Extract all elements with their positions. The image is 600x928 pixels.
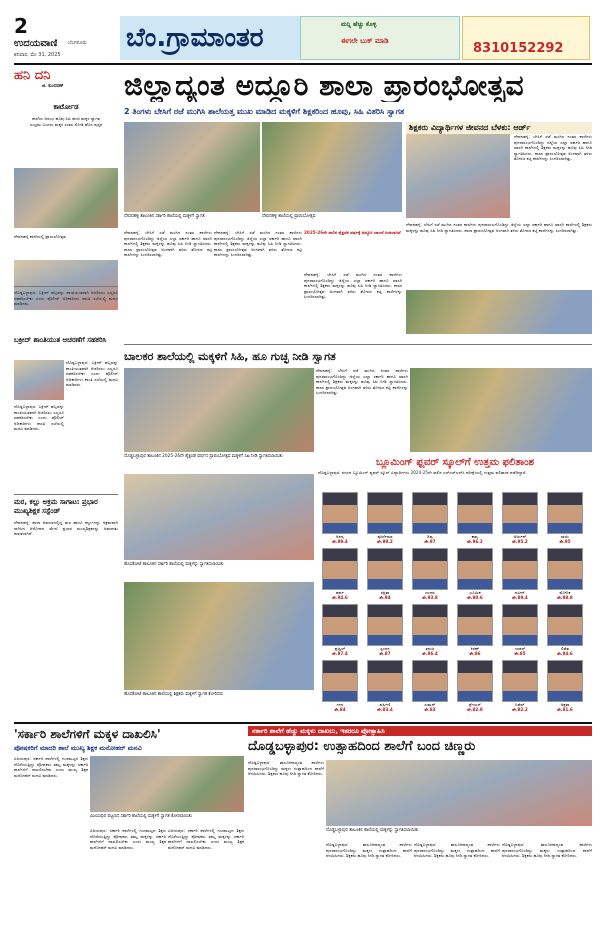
bottom-right-kicker: ಸರ್ಕಾರಿ ಶಾಲೆಗೆ ಹೆಚ್ಚು ಮಕ್ಕಳು ದಾಖಲು, ಇತರರೂ ಪ್ರೋತ್ಸಾಹಿಸಿ [248,726,592,736]
student-photo [502,548,538,590]
bottom-right-body-3: ದೊಡ್ಡಬಳ್ಳಾಪುರ: ತಾಲೂಕಿನಾದ್ಯಂತ ಶಾಲೆಗಳು ಪುನರಾರಂಭಗೊಂಡಿದ್ದು ಮಕ್ಕಳು ಉತ್ಸಾಹದಿಂದ ಶಾಲೆಗೆ ಆಗಮಿಸಿದರು. ಶಿಕ್ಷಕರು ಹೂವು ನೀಡಿ ಸ್ವಾಗತ ಕೋರಿದರು. [414,842,500,859]
student-photo [457,660,493,702]
student-name: ನವೀನ್ [515,590,525,595]
left-story-2-body: ದೇವನಹಳ್ಳಿ: ಶಾಲಾ ಆವರಣದಲ್ಲಿದ್ದ ಮರ ಹಾಗೂ ಕಲ್ಲುಗಳನ್ನು ಅಕ್ರಮವಾಗಿ ಸಾಗಿಸಿದ ಆರೋಪದ ಮೇಲೆ ಪ್ರಭಾರ ಮುಖ್ಯಶಿಕ್ಷಕರನ್ನು ಅಮಾನತು ಮಾಡಲಾಗಿದೆ. [14,520,118,537]
student-photo [502,492,538,534]
student-name: ನಿಖಿಲ್ [515,702,525,707]
student-result [500,660,540,718]
student-score: ಶೇ.87 [379,651,391,656]
student-photo [547,604,583,646]
student-score: ಶೇ.86 [469,651,481,656]
ad-phone: 8310152292 [473,41,564,56]
side-headline: ಶಿಕ್ಷಕರು ವಿದ್ಯಾರ್ಥಿಗಳ ಜೀವನದ ಬೆಳಕು: ಆರ್ಡ್ [406,122,592,134]
student-score: ಶೇ.86.4 [422,651,438,656]
student-name: ಪ್ರಜ್ವಲ್ [334,646,346,651]
student-name: ಮೋನಿಕ [559,590,571,595]
lead-quote: 2025-26ನೇ ಸಾಲಿನ ಶೈಕ್ಷಣಿಕ ವರ್ಷಕ್ಕೆ ಅದ್ದೂರಿ ಚಾಲನೆ ನೀಡಲಾಗಿದೆ [304,230,401,235]
student-score: ಶೇ.98.2 [377,539,393,544]
student-name: ಅಕ್ಷತಾ [560,702,570,707]
student-score: ಶೇ.82.2 [512,707,528,712]
student-name: ಅರ್ಜುನ್ [513,534,527,539]
left-story-2-headline: ಮರ, ಕಲ್ಲು ಅಕ್ರಮ ಸಾಗಾಟ: ಪ್ರಭಾರ ಮುಖ್ಯಶಿಕ್ಷಕ ಸಸ್ಪೆಂಡ್ [14,498,98,515]
student-score: ಶೇ.85 [514,651,526,656]
left-story-1-photo [14,360,64,400]
student-result [455,492,495,550]
page-number: 2 [14,14,28,38]
student-name: ಕಾವ್ಯ [471,534,479,539]
middle-body: ದೇವನಹಳ್ಳಿ: ಬೇಸಿಗೆ ರಜೆ ಮುಗಿದ ನಂತರ ಶಾಲೆಗಳು ಪುನರಾರಂಭಗೊಂಡಿದ್ದು ಜಿಲ್ಲೆಯ ಎಲ್ಲಾ ಸರ್ಕಾರಿ ಹಾಗೂ ಖಾಸಗಿ ಶಾಲೆಗಳಲ್ಲಿ ಶಿಕ್ಷಕರು ಮಕ್ಕಳನ್ನು ಹೂವು ಸಿಹಿ ನೀಡಿ ಸ್ವಾಗತಿಸಿದರು. ಶಾಲಾ ಪ್ರಾರಂಭೋತ್ಸವ ಅಂಗವಾಗಿ ತಳಿರು ತೋರಣ ಕಟ್ಟಿ ಶಾಲೆಗಳನ್ನು ಸಿಂಗರಿಸಲಾಗಿತ್ತು. [316,368,408,396]
divider-bottom [14,722,592,724]
middle-photo-2 [410,368,592,452]
city-label: ಬೆಂಗಳೂರು [68,40,87,46]
bottom-left-photo [90,756,244,812]
left-story-1-body-2: ದೊಡ್ಡಬಳ್ಳಾಪುರ: ಬಕ್ರೀದ್ ಹಬ್ಬವನ್ನು ಶಾಂತಿಯುತವಾಗಿ ಆಚರಿಸಲು ಎಲ್ಲರೂ ಸಹಕರಿಸಬೇಕು ಎಂದು ಪೊಲೀಸ್ ಅಧಿಕಾರಿಗಳು ಶಾಂತಿ ಸಭೆಯಲ್ಲಿ ಮನವಿ ಮಾಡಿದರು. [14,404,64,432]
student-score: ಶೇ.82.8 [467,707,483,712]
student-result [365,492,405,550]
student-score: ಶೇ.83 [424,707,436,712]
student-photo [502,604,538,646]
bottom-right-body-2: ದೊಡ್ಡಬಳ್ಳಾಪುರ: ತಾಲೂಕಿನಾದ್ಯಂತ ಶಾಲೆಗಳು ಪುನರಾರಂಭಗೊಂಡಿದ್ದು ಮಕ್ಕಳು ಉತ್ಸಾಹದಿಂದ ಶಾಲೆಗೆ ಆಗಮಿಸಿದರು. ಶಿಕ್ಷಕರು ಹೂವು ನೀಡಿ ಸ್ವಾಗತ ಕೋರಿದರು. [326,842,412,859]
student-score: ಶೇ.93.8 [422,595,438,600]
student-result [545,548,585,606]
section-title: ಬೆಂ.ಗ್ರಾಮಾಂತರ [126,23,264,53]
ad-1-text: ಮನ್ನಿ ಹೆಚ್ಚು ಕೊಳ್ಳಿ [341,21,377,28]
student-result [500,604,540,662]
results-intro: ದೊಡ್ಡಬಳ್ಳಾಪುರ: ನಗರದ ಬ್ಲೂಮಿಂಗ್ ಫ್ಲವರ್ ಸ್ಕೂಲ್ ವಿದ್ಯಾರ್ಥಿಗಳು 2024-25ನೇ ಸಾಲಿನ ಎಸ್ಎಸ್ಎಲ್‌ಸಿ ಪರೀಕ್ಷೆಯಲ್ಲಿ ಉತ್ತಮ ಫಲಿತಾಂಶ ಪಡೆದಿದ್ದಾರೆ. [318,470,527,475]
lead-headline: ಜಿಲ್ಲಾದ್ಯಂತ ಅದ್ದೂರಿ ಶಾಲಾ ಪ್ರಾರಂಭೋತ್ಸವ [124,70,525,102]
student-result [320,604,360,662]
student-name: ಯಶಸ್ [514,646,526,651]
middle-caption: ದೊಡ್ಡಬಳ್ಳಾಪುರ ತಾಲೂಕಿನ 2025-26ನೇ ಶೈಕ್ಷಣಿಕ ವರ್ಷದ ಪ್ರಾರಂಭೋತ್ಸವ ಮಕ್ಕಳಿಗೆ ಸಿಹಿ ನೀಡಿ ಸ್ವಾಗತಿಸಲಾಯಿತು [124,454,283,459]
student-name: ಅನನ್ಯ [336,534,344,539]
bottom-left-body-3: ವಿಜಯಪುರ: ಸರ್ಕಾರಿ ಶಾಲೆಗಳಲ್ಲಿ ಗುಣಮಟ್ಟದ ಶಿಕ್ಷಣ ದೊರೆಯುತ್ತಿದ್ದು ಪೋಷಕರು ತಮ್ಮ ಮಕ್ಕಳನ್ನು ಸರ್ಕಾರಿ ಶಾಲೆಗಳಿಗೆ ದಾಖಲಿಸಬೇಕು ಎಂದು ಮುಖ್ಯ ಶಿಕ್ಷಕ ಮನೋಹರ್ ಮನವಿ ಮಾಡಿದರು. [168,828,244,850]
cartoon-label: ಕಾರ್ಟೋಡ [53,103,79,111]
column-hani-dani [14,68,118,284]
cartoon-text: ಶಾಲೆಯ ಆರಂಭ ಹೂವು ಸಿಹಿ ಹಂಚಿ ಮಕ್ಕಳ ಸ್ವಾಗತ ಸಂಭ್ರಮ ಬಂದರು ಮಕ್ಕಳ ಸಂತಸ ನೋಡಿ ಹೊಸ ಪುಸ್ತಕ [30,116,102,127]
student-score: ಶೇ.97 [424,539,436,544]
lead-body-col-2: ದೇವನಹಳ್ಳಿ: ಬೇಸಿಗೆ ರಜೆ ಮುಗಿದ ನಂತರ ಶಾಲೆಗಳು ಪುನರಾರಂಭಗೊಂಡಿದ್ದು ಜಿಲ್ಲೆಯ ಎಲ್ಲಾ ಸರ್ಕಾರಿ ಹಾಗೂ ಖಾಸಗಿ ಶಾಲೆಗಳಲ್ಲಿ ಶಿಕ್ಷಕರು ಮಕ್ಕಳನ್ನು ಹೂವು ಸಿಹಿ ನೀಡಿ ಸ್ವಾಗತಿಸಿದರು. ಶಾಲಾ ಪ್ರಾರಂಭೋತ್ಸವ ಅಂಗವಾಗಿ ತಳಿರು ತೋರಣ ಕಟ್ಟಿ ಶಾಲೆಗಳನ್ನು ಸಿಂಗರಿಸಲಾಗಿತ್ತು. [214,230,302,258]
bottom-left-body-1: ವಿಜಯಪುರ: ಸರ್ಕಾರಿ ಶಾಲೆಗಳಲ್ಲಿ ಗುಣಮಟ್ಟದ ಶಿಕ್ಷಣ ದೊರೆಯುತ್ತಿದ್ದು ಪೋಷಕರು ತಮ್ಮ ಮಕ್ಕಳನ್ನು ಸರ್ಕಾರಿ ಶಾಲೆಗಳಿಗೆ ದಾಖಲಿಸಬೇಕು ಎಂದು ಮುಖ್ಯ ಶಿಕ್ಷಕ ಮನೋಹರ್ ಮನವಿ ಮಾಡಿದರು. [14,756,88,778]
left-story-1-headline: ಬಕ್ರೀದ್ ಶಾಂತಿಯುತ ಆಚರಣೆಗೆ ಸಹಕರಿಸಿ [14,336,107,344]
lead-subhead: 2 ತಿಂಗಳು ಬೇಸಿಗೆ ರಜೆ ಮುಗಿಸಿ ಶಾಲೆಯತ್ತ ಮುಖ ಮಾಡಿದ ಮಕ್ಕಳಿಗೆ ಶಿಕ್ಷಕರಿಂದ ಹೂವು, ಸಿಹಿ ವಿತರಿಸಿ ಸ್ವಾಗತ [124,107,405,116]
section-title-box [120,16,300,60]
student-result [455,548,495,606]
student-result [410,492,450,550]
middle-photo-1 [124,368,314,452]
student-name: ಭೂಮಿಕ [469,590,481,595]
lead-caption-2: ದೇವನಹಳ್ಳಿ ಶಾಲೆಯಲ್ಲಿ ಪ್ರಾರಂಭೋತ್ಸವ [262,214,316,219]
student-result [365,548,405,606]
ad-box-2 [462,16,590,60]
student-photo [367,548,403,590]
student-name: ಸ್ಪಂದನ [380,646,390,651]
student-photo [457,548,493,590]
middle-headline: ಬಾಲಕರ ಶಾಲೆಯಲ್ಲಿ ಮಕ್ಕಳಿಗೆ ಸಿಹಿ, ಹೂ ಗುಚ್ಛ ನೀಡಿ ಸ್ವಾಗತ [124,350,336,363]
student-score: ಶೇ.95.2 [512,539,528,544]
student-score: ಶೇ.95 [559,539,571,544]
student-score: ಶೇ.84.6 [557,651,573,656]
divider-lead [124,344,592,345]
student-result [455,604,495,662]
student-score: ಶೇ.94.6 [332,595,348,600]
student-name: ಗಗನ [336,702,344,707]
middle-caption-3: ಹೊಸಕೋಟೆ ತಾಲೂಕಿನ ಶಾಲೆಯಲ್ಲಿ ಶಿಕ್ಷಕರು ಮಕ್ಕಳಿಗೆ ಸ್ವಾಗತ ಕೋರಿದರು [124,692,224,697]
student-photo [412,604,448,646]
student-photo [502,660,538,702]
student-name: ಪೂರ್ಣಿಮಾ [377,534,393,539]
ad-2-text: ಈಗಲೇ ಬುಕ್ ಮಾಡಿ [341,37,389,45]
student-result [365,660,405,718]
side-body-2: ದೇವನಹಳ್ಳಿ: ಬೇಸಿಗೆ ರಜೆ ಮುಗಿದ ನಂತರ ಶಾಲೆಗಳು ಪುನರಾರಂಭಗೊಂಡಿದ್ದು ಜಿಲ್ಲೆಯ ಎಲ್ಲಾ ಸರ್ಕಾರಿ ಹಾಗೂ ಖಾಸಗಿ ಶಾಲೆಗಳಲ್ಲಿ ಶಿಕ್ಷಕರು ಮಕ್ಕಳನ್ನು ಹೂವು ಸಿಹಿ ನೀಡಿ ಸ್ವಾಗತಿಸಿದರು. ಶಾಲಾ ಪ್ರಾರಂಭೋತ್ಸವ ಅಂಗವಾಗಿ ತಳಿರು ತೋರಣ ಕಟ್ಟಿ ಶಾಲೆಗಳನ್ನು ಸಿಂಗರಿಸಲಾಗಿತ್ತು. [406,222,592,233]
student-photo [457,492,493,534]
student-score: ಶೇ.94 [379,595,391,600]
bottom-left-subhead: ಪೋಷಕರಿಗೆ ಮಾದರಿ ಶಾಲೆ ಮುಖ್ಯ ಶಿಕ್ಷಕ ಮನೋಹರ್ ಮನವಿ [14,744,142,752]
student-score: ಶೇ.99.4 [332,539,348,544]
middle-photo-4 [124,582,314,690]
student-result [455,660,495,718]
student-score: ಶೇ.90.6 [467,595,483,600]
bottom-left-headline: 'ಸರ್ಕಾರಿ ಶಾಲೆಗಳಿಗೆ ಮಕ್ಕಳ ದಾಖಲಿಸಿ' [14,727,161,741]
student-photo [547,548,583,590]
student-result [365,604,405,662]
middle-photo-3 [124,474,314,560]
results-headline: ಬ್ಲೂಮಿಂಗ್ ಫ್ಲವರ್ ಸ್ಕೂಲ್‌ಗೆ ಉತ್ತಮ ಫಲಿತಾಂಶ [375,457,535,468]
results-grid [318,492,592,718]
student-name: ರಕ್ಷಿತಾ [380,590,390,595]
student-result [500,548,540,606]
masthead [0,0,600,62]
bottom-right-body-4: ದೊಡ್ಡಬಳ್ಳಾಪುರ: ತಾಲೂಕಿನಾದ್ಯಂತ ಶಾಲೆಗಳು ಪುನರಾರಂಭಗೊಂಡಿದ್ದು ಮಕ್ಕಳು ಉತ್ಸಾಹದಿಂದ ಶಾಲೆಗೆ ಆಗಮಿಸಿದರು. ಶಿಕ್ಷಕರು ಹೂವು ನೀಡಿ ಸ್ವಾಗತ ಕೋರಿದರು. [502,842,592,859]
student-photo [412,660,448,702]
student-result [545,492,585,550]
student-result [545,604,585,662]
column-author: ಜಿ. ಕುಂದರಣ್ [42,84,64,89]
student-name: ದಿವ್ಯ [427,534,433,539]
student-score: ಶೇ.87.4 [332,651,348,656]
student-photo [322,548,358,590]
lead-photo-2 [262,122,402,212]
bottom-right-body-1: ದೊಡ್ಡಬಳ್ಳಾಪುರ: ತಾಲೂಕಿನಾದ್ಯಂತ ಶಾಲೆಗಳು ಪುನರಾರಂಭಗೊಂಡಿದ್ದು ಮಕ್ಕಳು ಉತ್ಸಾಹದಿಂದ ಶಾಲೆಗೆ ಆಗಮಿಸಿದರು. ಶಿಕ್ಷಕರು ಹೂವು ನೀಡಿ ಸ್ವಾಗತ ಕೋರಿದರು. [248,760,324,777]
side-body: ದೇವನಹಳ್ಳಿ: ಬೇಸಿಗೆ ರಜೆ ಮುಗಿದ ನಂತರ ಶಾಲೆಗಳು ಪುನರಾರಂಭಗೊಂಡಿದ್ದು ಜಿಲ್ಲೆಯ ಎಲ್ಲಾ ಸರ್ಕಾರಿ ಹಾಗೂ ಖಾಸಗಿ ಶಾಲೆಗಳಲ್ಲಿ ಶಿಕ್ಷಕರು ಮಕ್ಕಳನ್ನು ಹೂವು ಸಿಹಿ ನೀಡಿ ಸ್ವಾಗತಿಸಿದರು. ಶಾಲಾ ಪ್ರಾರಂಭೋತ್ಸವ ಅಂಗವಾಗಿ ತಳಿರು ತೋರಣ ಕಟ್ಟಿ ಶಾಲೆಗಳನ್ನು ಸಿಂಗರಿಸಲಾಗಿತ್ತು. [514,134,592,162]
student-result [500,492,540,550]
student-photo [367,492,403,534]
middle-caption-2: ಹೊಸಕೋಟೆ ತಾಲೂಕಿನ ಸರ್ಕಾರಿ ಶಾಲೆಯಲ್ಲಿ ಮಕ್ಕಳನ್ನು ಸ್ವಾಗತಿಸಲಾಯಿತು [124,562,224,567]
student-photo [367,604,403,646]
student-photo [412,548,448,590]
student-name: ಕಿರಣ್ [470,646,480,651]
student-photo [547,492,583,534]
student-photo [322,492,358,534]
bottom-right-caption: ದೊಡ್ಡಬಳ್ಳಾಪುರ ತಾಲೂಕಿನ ಶಾಲೆಯಲ್ಲಿ ಮಕ್ಕಳನ್ನು ಸ್ವಾಗತಿಸಲಾಯಿತು [326,828,419,833]
ad-box-1 [300,16,460,60]
student-score: ಶೇ.81.6 [557,707,573,712]
student-score: ಶೇ.96.2 [467,539,483,544]
student-photo [457,604,493,646]
column-photo [14,168,118,228]
student-result [410,660,450,718]
column-caption: ದೇವನಹಳ್ಳಿ ಶಾಲೆಯಲ್ಲಿ ಪ್ರಾರಂಭೋತ್ಸವ [14,234,67,239]
student-score: ಶೇ.84 [334,707,346,712]
student-photo [412,492,448,534]
student-photo [547,660,583,702]
lead-body-col-3: ದೇವನಹಳ್ಳಿ: ಬೇಸಿಗೆ ರಜೆ ಮುಗಿದ ನಂತರ ಶಾಲೆಗಳು ಪುನರಾರಂಭಗೊಂಡಿದ್ದು ಜಿಲ್ಲೆಯ ಎಲ್ಲಾ ಸರ್ಕಾರಿ ಹಾಗೂ ಖಾಸಗಿ ಶಾಲೆಗಳಲ್ಲಿ ಶಿಕ್ಷಕರು ಮಕ್ಕಳನ್ನು ಹೂವು ಸಿಹಿ ನೀಡಿ ಸ್ವಾಗತಿಸಿದರು. ಶಾಲಾ ಪ್ರಾರಂಭೋತ್ಸವ ಅಂಗವಾಗಿ ತಳಿರು ತೋರಣ ಕಟ್ಟಿ ಶಾಲೆಗಳನ್ನು ಸಿಂಗರಿಸಲಾಗಿತ್ತು. [304,272,402,300]
masthead-rule [14,63,592,65]
student-result [320,492,360,550]
student-photo [322,660,358,702]
student-name: ತನುಜ [425,646,435,651]
student-score: ಶೇ.88.8 [557,595,573,600]
student-name: ಹರ್ಷ [336,590,344,595]
student-name: ಲಿಖಿತ [561,646,569,651]
student-result [410,548,450,606]
bottom-left-caption: ವಿಜಯಪುರ ಪಟ್ಟಣದ ಸರ್ಕಾರಿ ಶಾಲೆಯಲ್ಲಿ ಮಕ್ಕಳಿಗೆ ಸ್ವಾಗತ ಕೋರಲಾಯಿತು [90,814,193,819]
lead-caption-1: ದೇವನಹಳ್ಳಿ ತಾಲೂಕಿನ ಸರ್ಕಾರಿ ಶಾಲೆಯಲ್ಲಿ ಮಕ್ಕಳಿಗೆ ಸ್ವಾಗತ [124,214,205,219]
divider-left-1 [14,286,118,287]
student-name: ಚಂದನ [425,590,435,595]
student-photo [367,660,403,702]
column-title: ಹನಿ ದನಿ [14,68,51,83]
student-name: ಶ್ರೇಯಸ್ [469,702,481,707]
paper-name: ಉದಯವಾಣಿ [14,38,58,49]
left-story-1-body: ದೊಡ್ಡಬಳ್ಳಾಪುರ: ಬಕ್ರೀದ್ ಹಬ್ಬವನ್ನು ಶಾಂತಿಯುತವಾಗಿ ಆಚರಿಸಲು ಎಲ್ಲರೂ ಸಹಕರಿಸಬೇಕು ಎಂದು ಪೊಲೀಸ್ ಅಧಿಕಾರಿಗಳು ಶಾಂತಿ ಸಭೆಯಲ್ಲಿ ಮನವಿ ಮಾಡಿದರು. [66,360,118,388]
lead-photo-1 [124,122,260,212]
results-box [318,456,592,720]
student-name: ವರ್ಷಿಣಿ [379,702,391,707]
side-photo-2 [406,290,592,334]
bottom-right-photo [326,760,592,826]
student-name: ಸುಮನ್ [424,702,436,707]
student-result [545,660,585,718]
side-photo [406,134,510,218]
divider-left-2 [14,494,118,495]
student-result [320,660,360,718]
bottom-left-body-2: ವಿಜಯಪುರ: ಸರ್ಕಾರಿ ಶಾಲೆಗಳಲ್ಲಿ ಗುಣಮಟ್ಟದ ಶಿಕ್ಷಣ ದೊರೆಯುತ್ತಿದ್ದು ಪೋಷಕರು ತಮ್ಮ ಮಕ್ಕಳನ್ನು ಸರ್ಕಾರಿ ಶಾಲೆಗಳಿಗೆ ದಾಖಲಿಸಬೇಕು ಎಂದು ಮುಖ್ಯ ಶಿಕ್ಷಕ ಮನೋಹರ್ ಮನವಿ ಮಾಡಿದರು. [90,828,166,850]
student-score: ಶೇ.89.4 [512,595,528,600]
bottom-right-headline: ದೊಡ್ಡಬಳ್ಳಾಪುರ: ಉತ್ಸಾಹದಿಂದ ಶಾಲೆಗೆ ಬಂದ ಚಿಣ್ಣರು [248,739,476,754]
left-intro-text: ದೊಡ್ಡಬಳ್ಳಾಪುರ: ಬಕ್ರೀದ್ ಹಬ್ಬವನ್ನು ಶಾಂತಿಯುತವಾಗಿ ಆಚರಿಸಲು ಎಲ್ಲರೂ ಸಹಕರಿಸಬೇಕು ಎಂದು ಪೊಲೀಸ್ ಅಧಿಕಾರಿಗಳು ಶಾಂತಿ ಸಭೆಯಲ್ಲಿ ಮನವಿ ಮಾಡಿದರು. [14,290,118,307]
student-photo [322,604,358,646]
student-score: ಶೇ.83.4 [377,707,393,712]
student-result [410,604,450,662]
student-result [320,548,360,606]
lead-body-col-1: ದೇವನಹಳ್ಳಿ: ಬೇಸಿಗೆ ರಜೆ ಮುಗಿದ ನಂತರ ಶಾಲೆಗಳು ಪುನರಾರಂಭಗೊಂಡಿದ್ದು ಜಿಲ್ಲೆಯ ಎಲ್ಲಾ ಸರ್ಕಾರಿ ಹಾಗೂ ಖಾಸಗಿ ಶಾಲೆಗಳಲ್ಲಿ ಶಿಕ್ಷಕರು ಮಕ್ಕಳನ್ನು ಹೂವು ಸಿಹಿ ನೀಡಿ ಸ್ವಾಗತಿಸಿದರು. ಶಾಲಾ ಪ್ರಾರಂಭೋತ್ಸವ ಅಂಗವಾಗಿ ತಳಿರು ತೋರಣ ಕಟ್ಟಿ ಶಾಲೆಗಳನ್ನು ಸಿಂಗರಿಸಲಾಗಿತ್ತು. [124,230,212,258]
date-label: ಶನಿವಾರ, ಮೇ 31, 2025 [14,52,61,58]
student-name: ಸಾಯಿ [560,534,570,539]
